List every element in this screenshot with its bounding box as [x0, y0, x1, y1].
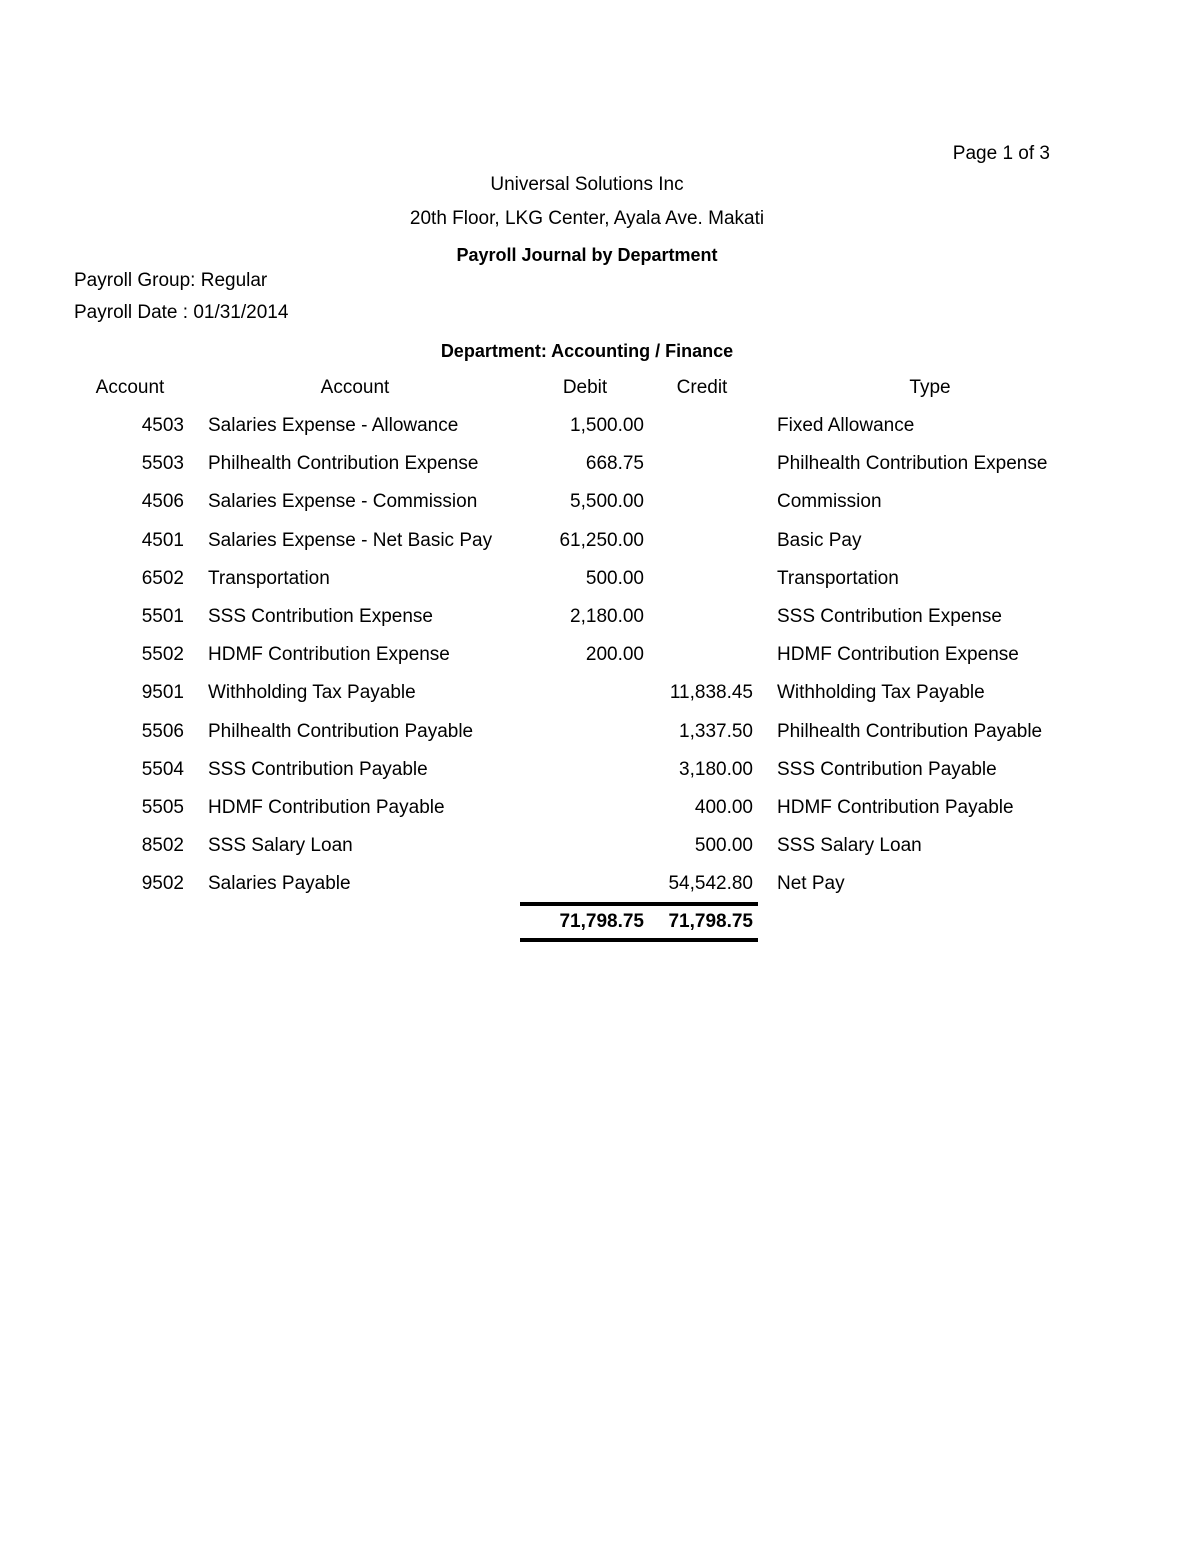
table-row	[0, 452, 1200, 490]
entry-type: SSS Salary Loan	[777, 835, 922, 856]
account-code: 4501	[141, 530, 184, 551]
table-row	[0, 490, 1200, 528]
account-name: Salaries Expense - Net Basic Pay	[208, 530, 493, 551]
company-name: Universal Solutions Inc	[490, 174, 684, 195]
column-header-account-name: Account	[320, 377, 390, 398]
account-name: SSS Contribution Expense	[208, 606, 433, 627]
credit-amount: 400.00	[694, 797, 753, 818]
account-code: 6502	[141, 568, 184, 589]
debit-amount: 61,250.00	[559, 530, 644, 551]
entry-type: Philhealth Contribution Payable	[777, 721, 1043, 742]
entry-type: Transportation	[777, 568, 899, 589]
account-code: 5502	[141, 644, 184, 665]
account-code: 9501	[141, 682, 184, 703]
table-row	[0, 758, 1200, 796]
account-code: 5505	[141, 797, 184, 818]
account-name: HDMF Contribution Expense	[208, 644, 450, 665]
entry-type: Basic Pay	[777, 530, 862, 551]
table-row	[0, 643, 1200, 681]
entry-type: HDMF Contribution Expense	[777, 644, 1019, 665]
table-row	[0, 681, 1200, 719]
totals-row	[0, 910, 1200, 948]
entry-type: HDMF Contribution Payable	[777, 797, 1014, 818]
account-code: 5506	[141, 721, 184, 742]
credit-amount: 11,838.45	[669, 682, 753, 703]
entry-type: SSS Contribution Expense	[777, 606, 1002, 627]
account-name: Salaries Payable	[208, 873, 351, 894]
table-row	[0, 796, 1200, 834]
credit-amount: 500.00	[694, 835, 753, 856]
credit-amount: 54,542.80	[668, 873, 753, 894]
report-title: Payroll Journal by Department	[456, 245, 718, 265]
totals-top-rule	[520, 902, 758, 906]
debit-amount: 2,180.00	[570, 606, 644, 627]
account-name: Salaries Expense - Commission	[208, 491, 478, 512]
account-name: Philhealth Contribution Expense	[208, 453, 479, 474]
column-header-account-code: Account	[95, 377, 165, 398]
account-code: 4503	[141, 415, 184, 436]
account-code: 4506	[141, 491, 184, 512]
page-number: Page 1 of 3	[952, 143, 1050, 164]
totals-bottom-rule	[520, 938, 758, 942]
table-row	[0, 414, 1200, 452]
account-name: Withholding Tax Payable	[208, 682, 416, 703]
entry-type: Philhealth Contribution Expense	[777, 453, 1048, 474]
table-row	[0, 567, 1200, 605]
payroll-group: Payroll Group: Regular	[74, 270, 268, 291]
account-name: Philhealth Contribution Payable	[208, 721, 474, 742]
account-code: 5504	[141, 759, 184, 780]
company-address: 20th Floor, LKG Center, Ayala Ave. Makati	[409, 208, 765, 229]
entry-type: Net Pay	[777, 873, 845, 894]
entry-type: Fixed Allowance	[777, 415, 915, 436]
account-name: Transportation	[208, 568, 330, 589]
account-name: SSS Salary Loan	[208, 835, 353, 856]
column-header-credit: Credit	[676, 377, 728, 398]
account-code: 9502	[141, 873, 184, 894]
total-credit: 71,798.75	[668, 911, 753, 932]
debit-amount: 668.75	[585, 453, 644, 474]
debit-amount: 500.00	[585, 568, 644, 589]
account-name: Salaries Expense - Allowance	[208, 415, 459, 436]
payroll-date: Payroll Date : 01/31/2014	[74, 302, 289, 323]
account-name: HDMF Contribution Payable	[208, 797, 445, 818]
credit-amount: 1,337.50	[679, 721, 753, 742]
entry-type: Commission	[777, 491, 882, 512]
account-code: 5503	[141, 453, 184, 474]
account-code: 8502	[141, 835, 184, 856]
debit-amount: 200.00	[585, 644, 644, 665]
table-row	[0, 605, 1200, 643]
total-debit: 71,798.75	[559, 911, 644, 932]
account-code: 5501	[141, 606, 184, 627]
account-name: SSS Contribution Payable	[208, 759, 428, 780]
department-heading: Department: Accounting / Finance	[440, 341, 734, 361]
column-header-debit: Debit	[562, 377, 608, 398]
entry-type: Withholding Tax Payable	[777, 682, 985, 703]
table-row	[0, 529, 1200, 567]
column-header-type: Type	[909, 377, 951, 398]
table-row	[0, 720, 1200, 758]
debit-amount: 1,500.00	[570, 415, 644, 436]
table-row	[0, 834, 1200, 872]
debit-amount: 5,500.00	[570, 491, 644, 512]
entry-type: SSS Contribution Payable	[777, 759, 997, 780]
credit-amount: 3,180.00	[679, 759, 753, 780]
